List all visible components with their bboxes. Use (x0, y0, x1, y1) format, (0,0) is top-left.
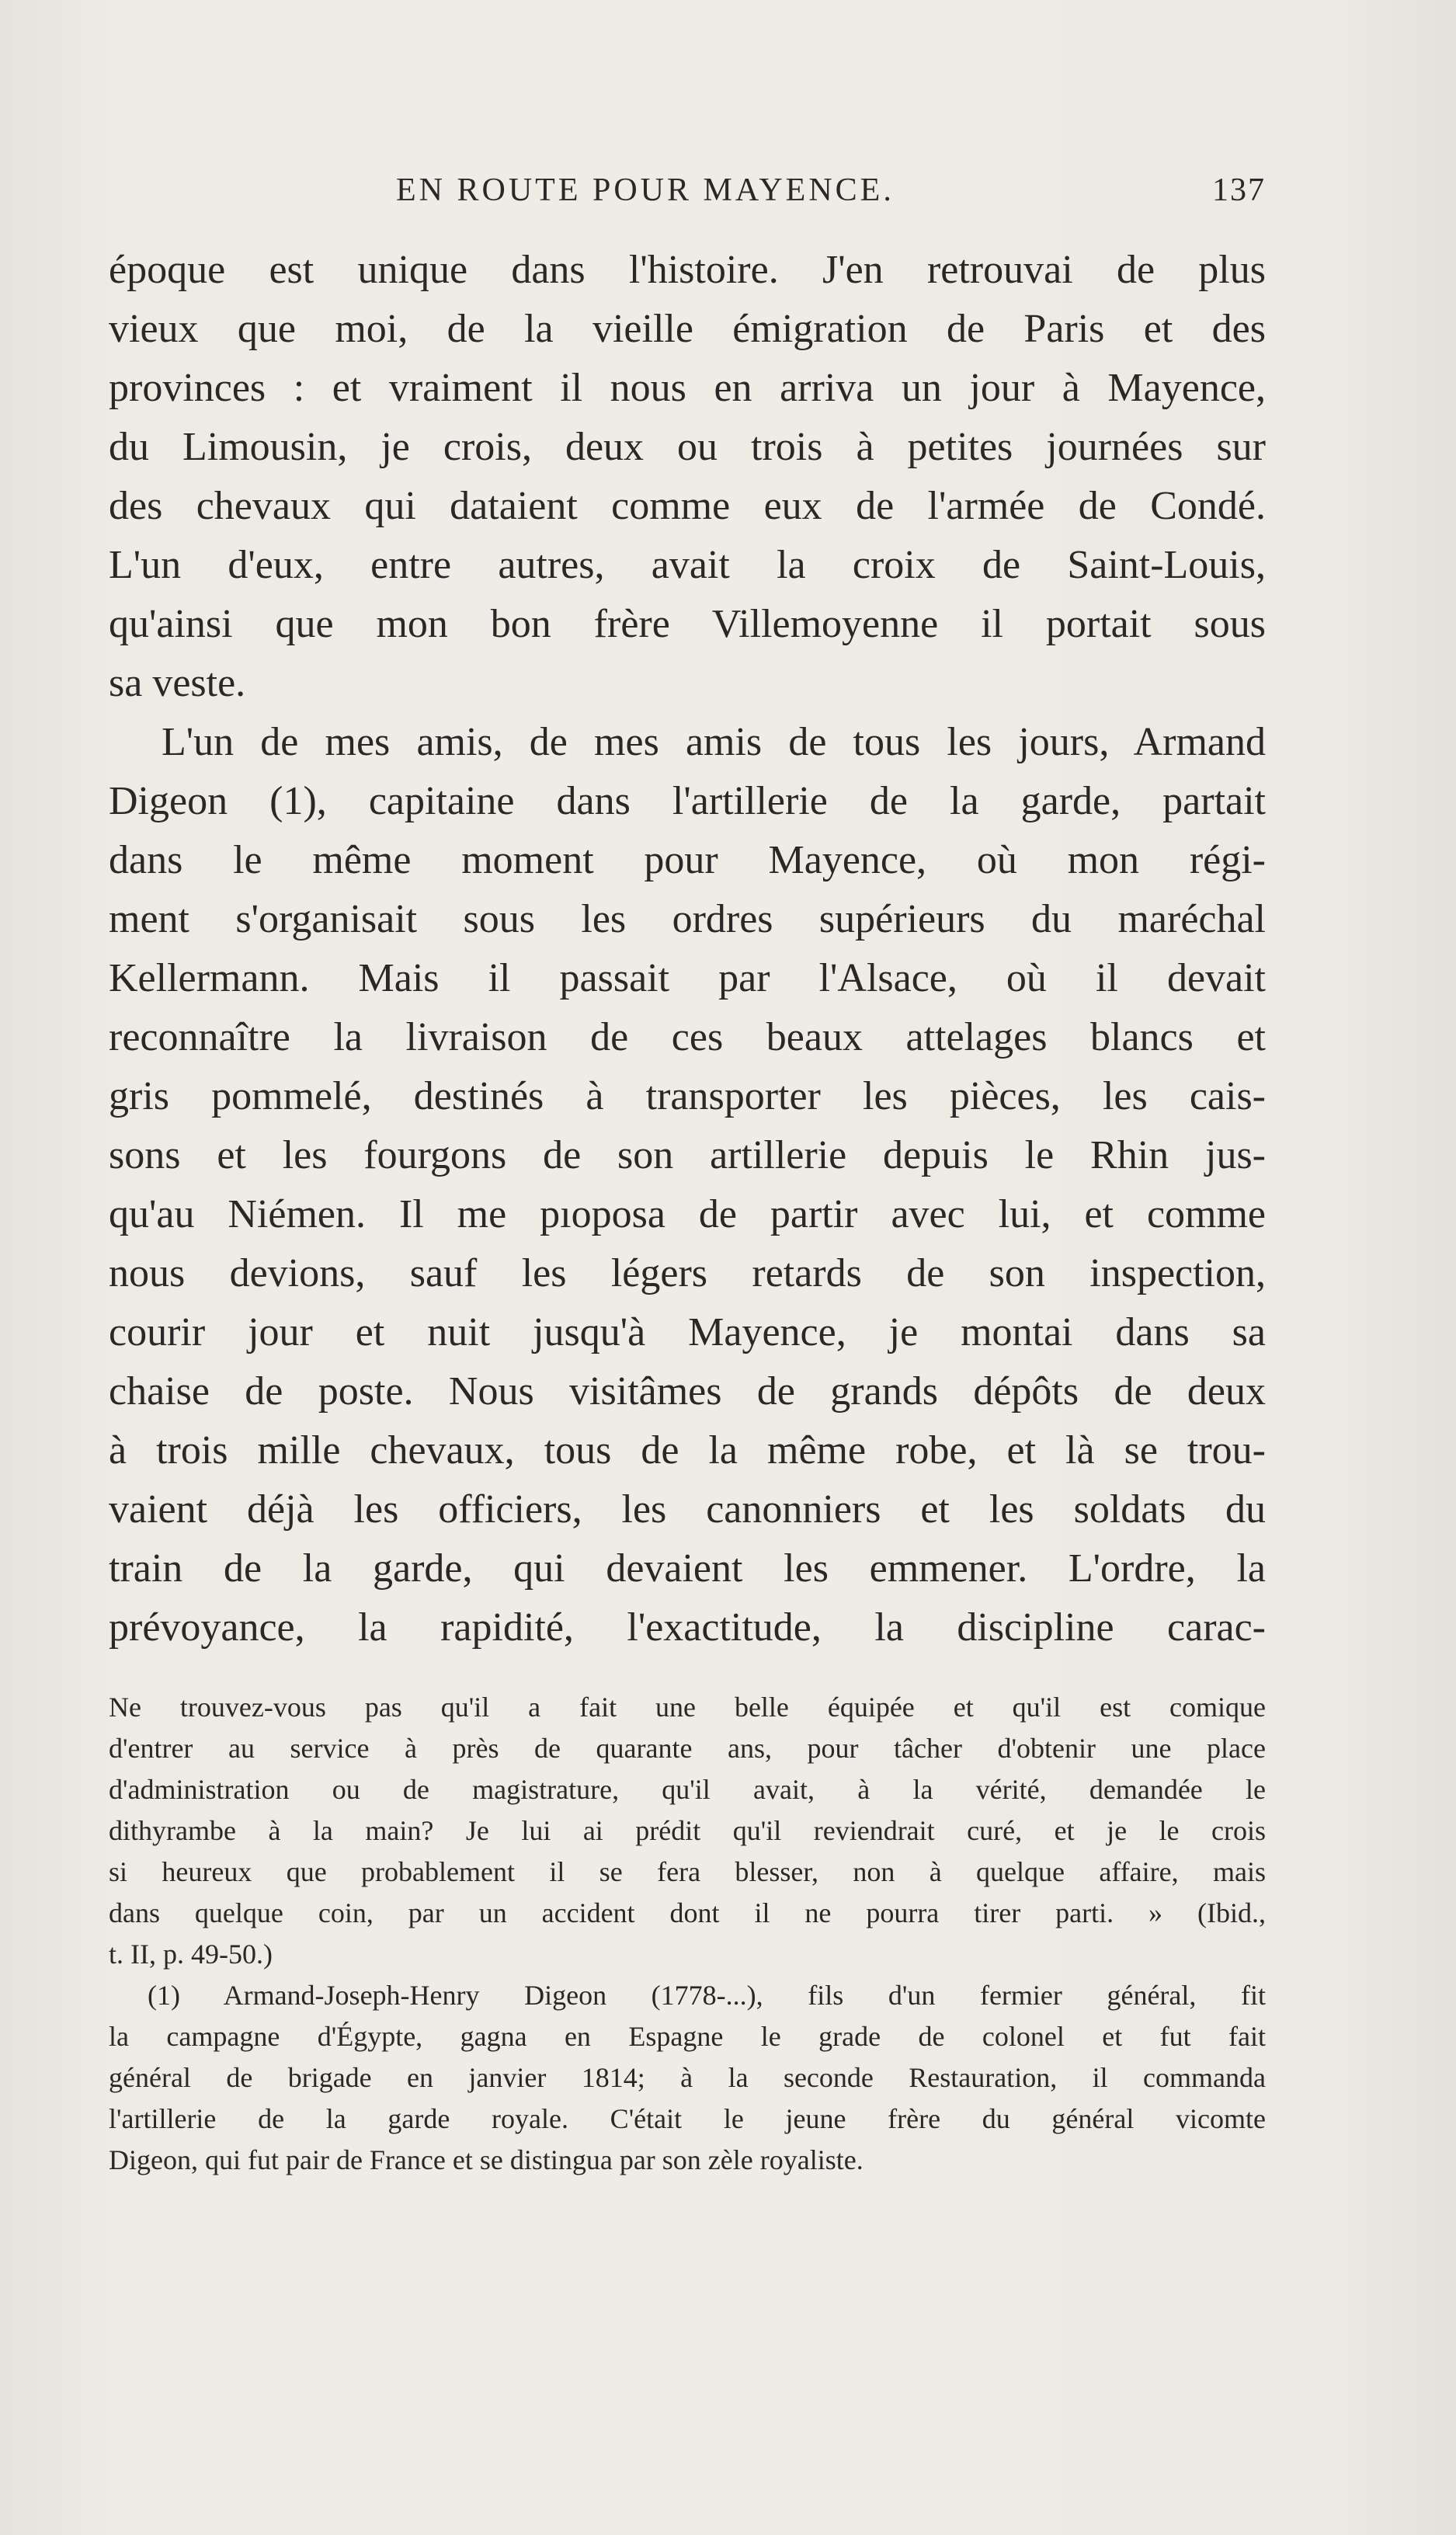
text-line: ment s'organisait sous les ordres supérieurs du maréchal (109, 897, 1266, 941)
text-line: à trois mille chevaux, tous de la même robe, et là se trou- (109, 1428, 1266, 1473)
text-line: Kellermann. Mais il passait par l'Alsace, où il devait (109, 956, 1266, 1000)
text-line: Digeon (1), capitaine dans l'artillerie de la garde, partait (109, 779, 1266, 823)
text-line: vaient déjà les officiers, les canonniers et les soldats du (109, 1487, 1266, 1532)
text-line: époque est unique dans l'histoire. J'en retrouvai de plus (109, 248, 1266, 292)
page-header (109, 167, 1266, 214)
footnote-line: d'entrer au service à près de quarante ans, pour tâcher d'obtenir une place (109, 1733, 1266, 1764)
main-text (109, 241, 1266, 1657)
running-head: EN ROUTE POUR MAYENCE. (396, 172, 895, 208)
footnote-line: dithyrambe à la main? Je lui ai prédit qu'il reviendrait curé, et je le crois (109, 1815, 1266, 1846)
footnote-line: l'artillerie de la garde royale. C'était le jeune frère du général vicomte (109, 2103, 1266, 2134)
text-line: chaise de poste. Nous visitâmes de grands dépôts de deux (109, 1369, 1266, 1414)
text-line: courir jour et nuit jusqu'à Mayence, je montai dans sa (109, 1310, 1266, 1354)
text-line: qu'ainsi que mon bon frère Villemoyenne il portait sous (109, 602, 1266, 646)
page-number: 137 (1212, 172, 1266, 208)
text-line: L'un de mes amis, de mes amis de tous les jours, Armand (162, 720, 1266, 764)
footnote-line: Ne trouvez-vous pas qu'il a fait une belle équipée et qu'il est comique (109, 1692, 1266, 1723)
text-line: prévoyance, la rapidité, l'exactitude, la discipline carac- (109, 1605, 1266, 1650)
footnote-line: si heureux que probablement il se fera blesser, non à quelque affaire, mais (109, 1856, 1266, 1887)
text-line: du Limousin, je crois, deux ou trois à petites journées sur (109, 425, 1266, 469)
text-line: qu'au Niémen. Il me pıoposa de partir avec lui, et comme (109, 1192, 1266, 1236)
footnote-line: d'administration ou de magistrature, qu'il avait, à la vérité, demandée le (109, 1774, 1266, 1805)
footnote-line: la campagne d'Égypte, gagna en Espagne le grade de colonel et fut fait (109, 2021, 1266, 2052)
footnote-line: (1) Armand-Joseph-Henry Digeon (1778-...), fils d'un fermier général, fit (148, 1980, 1266, 2011)
footnote-line: dans quelque coin, par un accident dont il ne pourra tirer parti. » (Ibid., (109, 1897, 1266, 1928)
text-line: reconnaître la livraison de ces beaux attelages blancs et (109, 1015, 1266, 1059)
footnote-line: Digeon, qui fut pair de France et se distingua par son zèle royaliste. (109, 2144, 864, 2175)
text-line: gris pommelé, destinés à transporter les pièces, les cais- (109, 1074, 1266, 1118)
text-line: L'un d'eux, entre autres, avait la croix de Saint-Louis, (109, 543, 1266, 587)
text-line: des chevaux qui dataient comme eux de l'armée de Condé. (109, 484, 1266, 528)
text-line: train de la garde, qui devaient les emmener. L'ordre, la (109, 1546, 1266, 1591)
text-line: dans le même moment pour Mayence, où mon régi- (109, 838, 1266, 882)
footnotes (109, 1687, 1266, 2181)
text-line: vieux que moi, de la vieille émigration de Paris et des (109, 307, 1266, 351)
footnote-line: t. II, p. 49-50.) (109, 1939, 273, 1970)
text-line: provinces : et vraiment il nous en arriva un jour à Mayence, (109, 366, 1266, 410)
text-line: nous devions, sauf les légers retards de son inspection, (109, 1251, 1266, 1295)
text-line: sons et les fourgons de son artillerie depuis le Rhin jus- (109, 1133, 1266, 1177)
footnote-line: général de brigade en janvier 1814; à la seconde Restauration, il commanda (109, 2062, 1266, 2093)
text-line: sa veste. (109, 661, 246, 705)
